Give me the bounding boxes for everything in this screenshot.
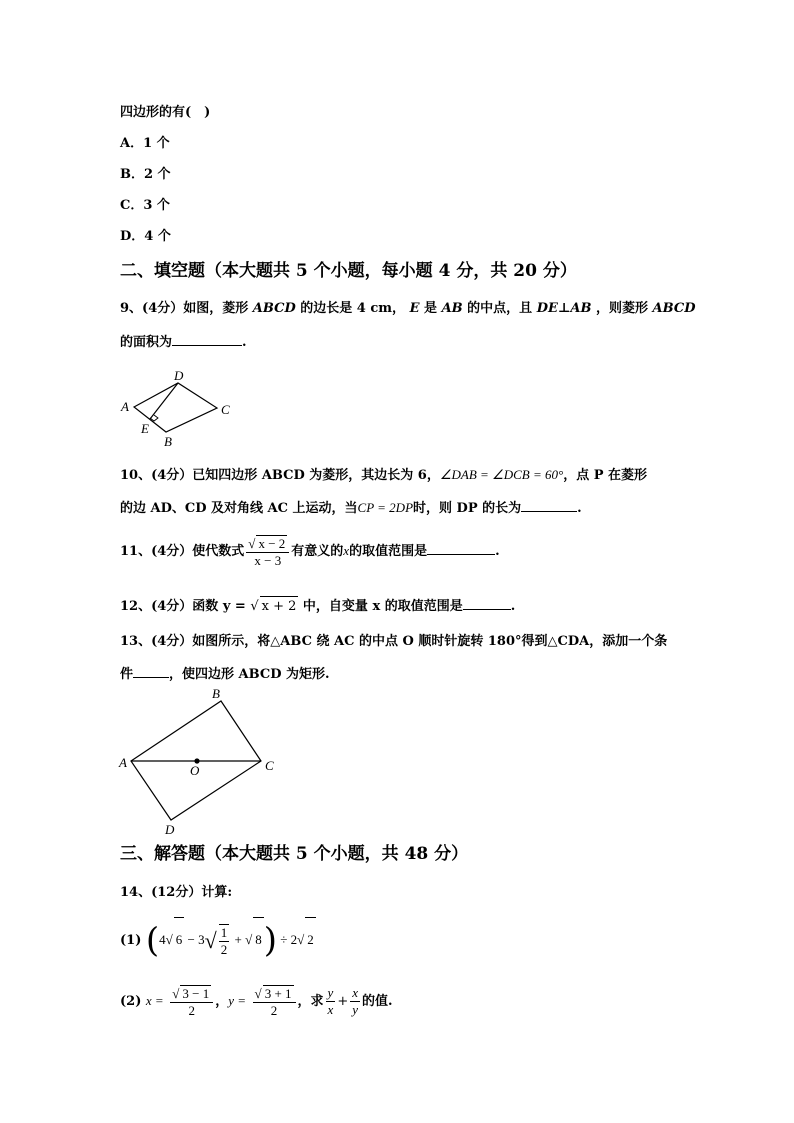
q12-text: 12、(4分）函数 y = [120, 599, 246, 614]
coefficient: 4 [159, 932, 166, 947]
label-c: C [265, 758, 274, 773]
q13-text: 件 [120, 667, 134, 682]
label-b: B [212, 686, 220, 701]
q11-denominator: x − 3 [254, 552, 282, 568]
q12-end: . [510, 599, 516, 614]
radicand: 8 [253, 917, 264, 962]
separator: ， [215, 994, 229, 1009]
q8-option-b: B．2 个 [120, 167, 171, 182]
q9-end: . [242, 335, 247, 350]
q14-text: 的值. [362, 994, 393, 1009]
part-label: (1) [120, 933, 142, 948]
label-a: A [121, 399, 129, 414]
q12-line: 12、(4分）函数 y = √ x + 2 中，自变量 x 的取值范围是 . [120, 595, 515, 617]
q10-angle-expression: ∠DAB = ∠DCB = 60° [439, 467, 564, 482]
q10-cp-expression: CP = 2DP [357, 500, 414, 515]
part-label: (2) [120, 994, 142, 1009]
x-equals: x = [145, 993, 164, 1008]
q8-option-a: A．1 个 [120, 136, 170, 151]
q9-text: 的边长是 4 cm， [300, 301, 406, 316]
q11-variable: x [343, 543, 350, 558]
q14-title: 14、(12分）计算: [120, 885, 233, 900]
q9-condition: DE⊥AB [536, 301, 592, 316]
q9-text: 是 [424, 301, 438, 316]
q9-abcd: ABCD [652, 301, 696, 316]
q10-end: . [577, 501, 582, 516]
section2-heading: 二、填空题（本大题共 5 个小题，每小题 4 分，共 20 分） [120, 261, 577, 281]
q13-text: ，使四边形 ABCD 为矩形. [169, 667, 330, 682]
q9-ab: AB [441, 301, 463, 316]
q8-option-c: C．3 个 [120, 198, 170, 213]
numerator: 1 [220, 925, 228, 941]
numerator: 3 − 1 [182, 985, 210, 1001]
x-fraction: $\frac{√ 3 - 1}{2}$ [170, 985, 213, 1019]
q8-stem-tail: 四边形的有( ) [120, 105, 211, 120]
y-fraction: $\frac{√ 3 + 1}{2}$ [253, 985, 296, 1019]
label-a: A [119, 755, 127, 770]
q10-text: 时，则 DP 的长为 [413, 501, 522, 516]
q11-text: 有意义的 [291, 544, 344, 559]
label-c: C [221, 402, 230, 417]
numerator: x [352, 985, 359, 1000]
q14-part2 [120, 981, 393, 1022]
operator: + [337, 994, 349, 1009]
y-over-x [326, 985, 336, 1018]
numerator: 3 + 1 [264, 985, 292, 1001]
q9-text: ，则菱形 [596, 301, 649, 316]
q9-text: 9、(4分）如图，菱形 [120, 301, 249, 316]
q9-e: E [409, 301, 420, 316]
q12-radicand: x + 2 [260, 596, 299, 617]
q9-text: 的中点，且 [467, 301, 533, 316]
coefficient: − 3 [187, 932, 205, 947]
x-over-y [350, 985, 360, 1018]
section3-heading: 三、解答题（本大题共 5 个小题，共 48 分） [120, 844, 469, 864]
q11-end: . [495, 544, 500, 559]
q13-line1: 13、(4分）如图所示，将△ABC 绕 AC 的中点 O 顺时针旋转 180°得到△CDA，添加一个条 [120, 634, 668, 649]
denominator: x [327, 1002, 334, 1017]
label-d: D [165, 822, 175, 837]
q8-option-d: D．4 个 [120, 229, 171, 244]
label-d: D [174, 368, 184, 383]
radicand: 6 [174, 917, 185, 962]
q10-text: 10、(4分）已知四边形 ABCD 为菱形，其边长为 6， [120, 468, 440, 483]
q11-text: 的取值范围是 [349, 544, 428, 559]
q10-text: 的边 AD、CD 及对角线 AC 上运动，当 [120, 501, 358, 516]
operator: + [234, 932, 242, 947]
q9-text: 的面积为 [120, 335, 173, 350]
denominator: 2 [270, 1002, 278, 1018]
q11-fraction: $\frac{√ x - 2}{x - 3}$ [246, 535, 289, 569]
q11-numerator: x − 2 [258, 535, 286, 551]
left-paren: ( [145, 920, 160, 961]
q14-text: ，求 [297, 994, 324, 1009]
denominator: 2 [188, 1002, 195, 1018]
right-paren: ) [263, 920, 277, 961]
label-b: B [164, 434, 172, 449]
denominator: 2 [220, 942, 228, 958]
numerator: y [327, 985, 334, 1000]
q10-text: ，点 P 在菱形 [563, 468, 648, 483]
q11-text: 11、(4分）使代数式 [120, 544, 245, 559]
operator: ÷ 2 [280, 932, 298, 947]
radicand: 2 [305, 917, 316, 962]
label-e: E [141, 421, 149, 436]
denominator: y [352, 1002, 359, 1017]
label-o: O [190, 763, 200, 778]
y-equals: y = [228, 993, 247, 1008]
q9-abcd: ABCD [252, 301, 296, 316]
q14-part1: (1) (4√ 6 − 3√ $\frac{1}{2}$ + √ 8) ÷ 2√ 2 [120, 917, 316, 963]
q12-text: 中，自变量 x 的取值范围是 [302, 599, 463, 614]
